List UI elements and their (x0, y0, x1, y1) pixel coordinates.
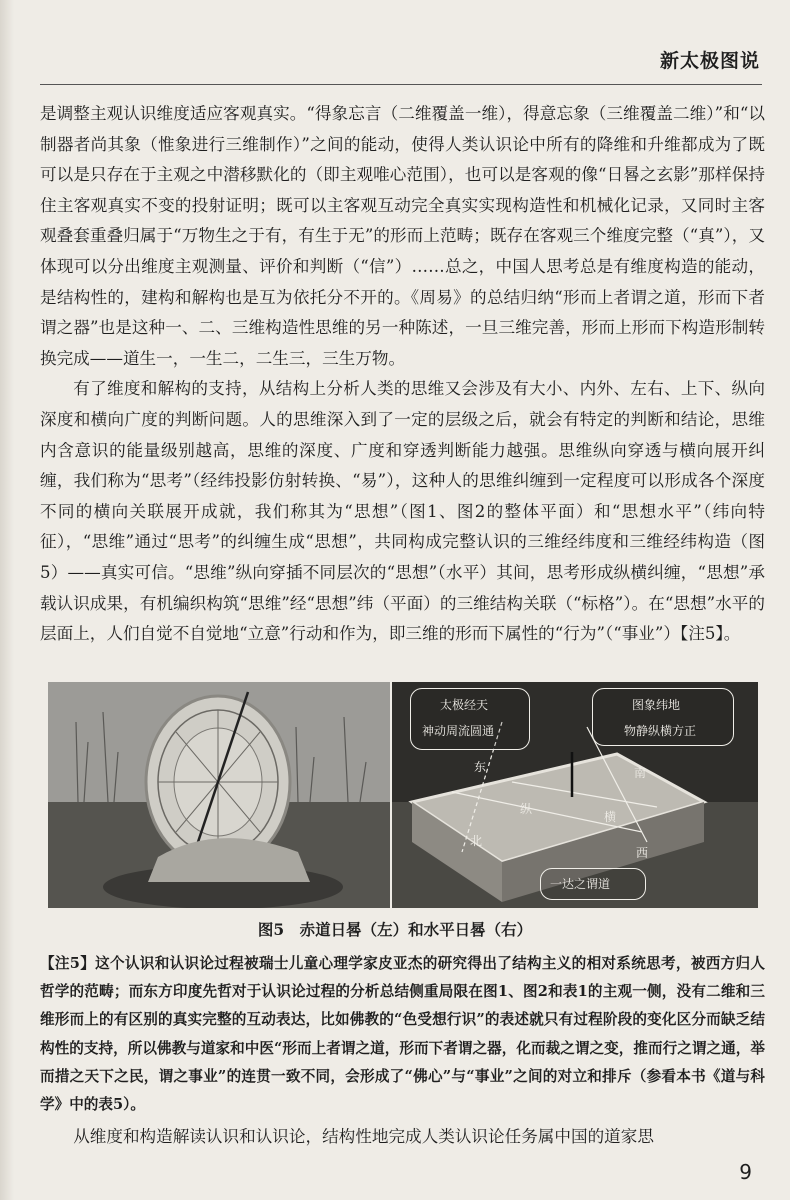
label-west: 西 (636, 846, 649, 860)
label-south: 南 (634, 766, 647, 780)
paragraph-1: 是调整主观认识维度适应客观真实。“得象忘言（二维覆盖一维），得意忘象（三维覆盖二维）”和“以制器者尚其象（惟象进行三维制作）”之间的能动，使得人类认识论中所有的降维和升维都成为了既可以是只存在于主观之中潜移默化的（即主观唯心范围），也可以是客观的像“日晷之玄影”那样保持住主客观真实不变的投射证明；既可以主客观互动完全真实实现构造性和机械化记录，又同时主客观叠套重叠归属于“万物生之于有，有生于无”的形而上范畴；既存在客观三个维度完整（“真”），又体现可以分出维度主观测量、评价和判断（“信”）……总之，中国人思考总是有维度构造的能动，是结构性的，建构和解构也是互为依托分不开的。《周易》的总结归纳“形而上者谓之道，形而下者谓之器”也是这种一、二、三维构造性思维的另一种陈述，一旦三维完善，形而上形而下构造形制转换完成——道生一，一生二，二生三，三生万物。 (40, 104, 765, 368)
label-wujing-zongheng: 物静纵横方正 (624, 724, 697, 738)
label-horizontal: 横 (604, 810, 617, 824)
figure-5 (40, 678, 765, 910)
label-north: 北 (470, 834, 483, 848)
label-east: 东 (474, 760, 487, 774)
equatorial-sundial-photo (48, 682, 390, 908)
label-yida-zhiwei-dao: 一达之谓道 (550, 877, 611, 891)
label-tuxiang-weidi: 图象纬地 (632, 698, 681, 712)
label-taiji-jingtian: 太极经天 (440, 698, 489, 712)
label-shendong-zhouliu: 神动周流圆通 (422, 724, 495, 738)
figure-caption: 图5 赤道日晷（左）和水平日晷（右） (257, 920, 533, 939)
page-number: 9 (739, 1160, 752, 1184)
label-vertical: 纵 (520, 802, 533, 816)
body-text (40, 99, 765, 650)
page-edge (0, 0, 14, 1200)
running-header-title: 新太极图说 (659, 50, 760, 72)
header-rule (40, 84, 762, 85)
continuing-paragraph: 从维度和构造解读认识和认识论，结构性地完成人类认识论任务属中国的道家思 (73, 1127, 654, 1146)
footnote-5: 【注5】这个认识和认识论过程被瑞士儿童心理学家皮亚杰的研究得出了结构主义的相对系统思考，被西方归人哲学的范畴；而东方印度先哲对于认识论过程的分析总结侧重局限在图1、图2和表1的主观一侧，没有二维和三维形而上的有区别的真实完整的互动表达，比如佛教的“色受想行识”的表述就只有过程阶段的变化区分而缺乏结构性的支持，所以佛教与道家和中医“形而上者谓之道，形而下者谓之器，化而裁之谓之变，推而行之谓之通，举而措之天下之民，谓之事业”的连贯一致不同，会形成了“佛心”与“事业”之间的对立和排斥（参看本书《道与科学》中的表5）。 (40, 955, 765, 1114)
paragraph-2: 有了维度和解构的支持，从结构上分析人类的思维又会涉及有大小、内外、左右、上下、纵向深度和横向广度的判断问题。人的思维深入到了一定的层级之后，就会有特定的判断和结论，思维内含意识的能量级别越高，思维的深度、广度和穿透判断能力越强。思维纵向穿透与横向展开纠缠，我们称为“思考”（经纬投影仿射转换、“易”），这种人的思维纠缠到一定程度可以形成各个深度不同的横向关联展开成就，我们称其为“思想”（图1、图2的整体平面）和“思想水平”（纬向特征），“思维”通过“思考”的纠缠生成“思想”，共同构成完整认识的三维经纬度和三维经纬构造（图5）——真实可信。“思维”纵向穿插不同层次的“思想”（水平）其间，思考形成纵横纠缠，“思想”承载认识成果，有机编织构筑“思维”经“思想”纬（平面）的三维结构关联（“标格”）。在“思想”水平的层面上，人们自觉不自觉地“立意”行动和作为，即三维的形而下属性的“行为”（“事业”）【注5】。 (40, 379, 765, 644)
horizontal-sundial-photo (392, 682, 758, 908)
